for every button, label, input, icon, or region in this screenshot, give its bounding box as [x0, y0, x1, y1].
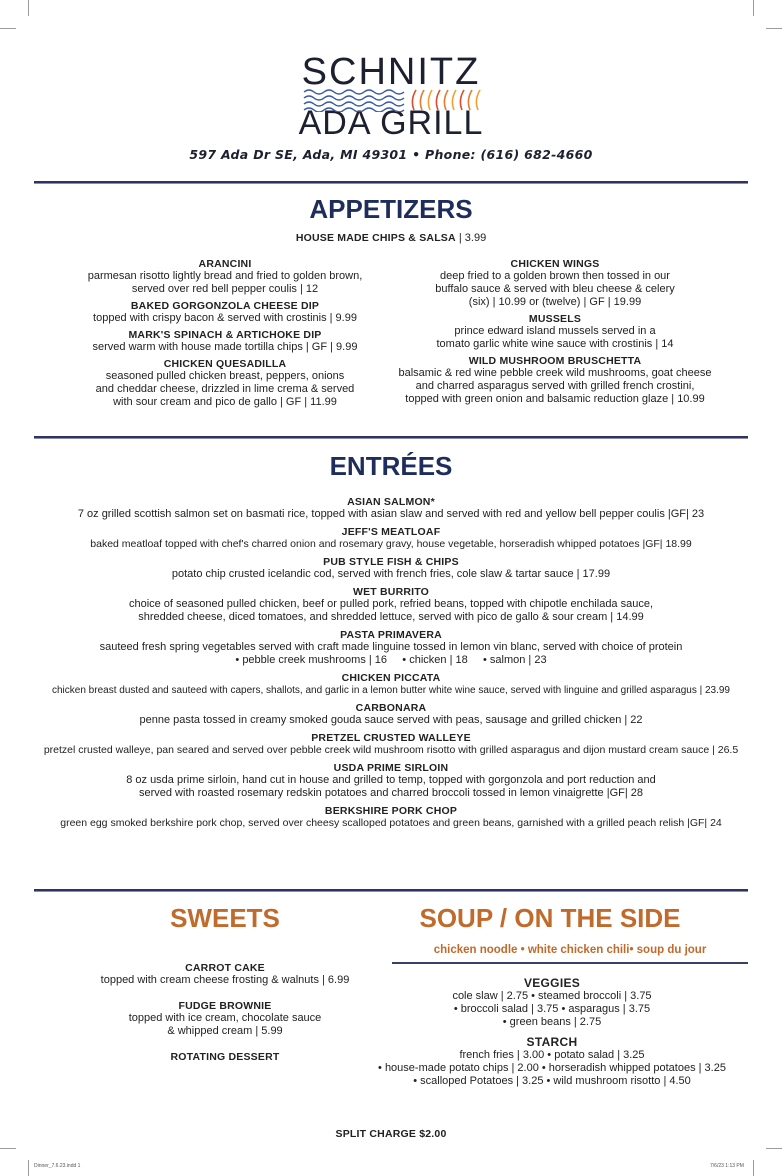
starch-line: • scalloped Potatoes | 3.25 • wild mushroom risotto | 4.50 — [413, 1075, 691, 1087]
item-name: PRETZEL CRUSTED WALLEYE — [311, 732, 471, 744]
soup-list: chicken noodle • white chicken chili• soup du jour — [433, 944, 707, 956]
item-desc: with sour cream and pico de gallo | GF | 11.99 — [113, 396, 337, 408]
entrees-list — [20, 496, 762, 835]
item-desc: 8 oz usda prime sirloin, hand cut in house and grilled to temp, topped with gorgonzola and port reduction and — [126, 774, 656, 786]
veggies-line: • green beans | 2.75 — [502, 1016, 602, 1028]
menu-item — [20, 586, 762, 624]
logo-name-line2: ADA GRILL — [298, 104, 484, 142]
menu-item — [388, 313, 722, 351]
appetizers-right-column — [388, 258, 722, 410]
item-desc: green egg smoked berkshire pork chop, served over cheesy scalloped potatoes and green beans, garnished with a grilled peach relish |GF| 24 — [60, 817, 722, 829]
crop-mark — [28, 0, 29, 16]
item-desc: sauteed fresh spring vegetables served with craft made linguine tossed in lemon vin blanc, served with choice of protein — [99, 641, 683, 653]
item-name: PUB STYLE FISH & CHIPS — [323, 556, 459, 568]
item-desc: served warm with house made tortilla chips | GF | 9.99 — [92, 341, 358, 353]
starch-line: • house-made potato chips | 2.00 • horseradish whipped potatoes | 3.25 — [378, 1062, 726, 1074]
item-name: ROTATING DESSERT — [170, 1051, 280, 1063]
featured-appetizer — [0, 232, 782, 245]
crop-mark — [753, 1160, 754, 1176]
crop-mark — [28, 1160, 29, 1176]
item-name: JEFF'S MEATLOAF — [341, 526, 441, 538]
waves-flames-icon — [302, 88, 482, 112]
item-desc: parmesan risotto lightly bread and fried to golden brown, — [87, 270, 363, 282]
section-divider — [34, 436, 748, 439]
menu-item — [60, 258, 390, 296]
menu-item — [60, 358, 390, 409]
crop-mark — [0, 28, 16, 29]
crop-mark — [753, 0, 754, 16]
item-desc: topped with green onion and balsamic reduction glaze | 10.99 — [405, 393, 705, 405]
item-desc: prince edward island mussels served in a — [454, 325, 656, 337]
item-desc: seasoned pulled chicken breast, peppers, onions — [105, 370, 345, 382]
menu-item — [60, 1000, 390, 1038]
item-desc: topped with crispy bacon & served with crostinis | 9.99 — [93, 312, 357, 324]
item-desc: served with roasted rosemary redskin potatoes and charred broccoli tossed in lemon vinaigrette |GF| 28 — [138, 787, 644, 799]
item-desc: & whipped cream | 5.99 — [167, 1025, 283, 1037]
menu-item — [388, 355, 722, 406]
crop-mark — [0, 1148, 16, 1149]
menu-item — [20, 762, 762, 800]
veggies-line: cole slaw | 2.75 • steamed broccoli | 3.75 — [452, 990, 652, 1002]
split-charge: SPLIT CHARGE $2.00 — [335, 1128, 447, 1140]
menu-item — [20, 805, 762, 830]
sweets-column — [60, 962, 390, 1063]
section-divider — [34, 889, 748, 892]
sides-column — [372, 976, 732, 1088]
menu-item — [20, 526, 762, 551]
starch-heading: STARCH — [526, 1035, 578, 1049]
menu-item — [388, 258, 722, 309]
item-name: CHICKEN WINGS — [510, 258, 600, 270]
menu-item — [60, 1051, 390, 1063]
address-phone: 597 Ada Dr SE, Ada, MI 49301 • Phone: (616) 682-4660 — [189, 147, 593, 162]
print-footer-left: Dinner_7.6.23.indd 1 — [34, 1163, 81, 1169]
item-name: ASIAN SALMON* — [347, 496, 435, 508]
menu-item — [20, 672, 762, 697]
entrees-title: ENTRÉES — [329, 451, 453, 481]
item-name: WILD MUSHROOM BRUSCHETTA — [468, 355, 642, 367]
item-name: BAKED GORGONZOLA CHEESE DIP — [130, 300, 320, 312]
appetizers-left-column — [60, 258, 390, 413]
item-name: ARANCINI — [198, 258, 252, 270]
item-desc: choice of seasoned pulled chicken, beef or pulled pork, refried beans, topped with chipotle enchilada sauce, — [128, 598, 654, 610]
item-name: HOUSE MADE CHIPS & SALSA — [295, 232, 456, 244]
menu-item — [60, 962, 390, 987]
item-desc: balsamic & red wine pebble creek wild mushrooms, goat cheese — [398, 367, 712, 379]
item-desc: potato chip crusted icelandic cod, served with french fries, cole slaw & tartar sauce | 17.99 — [171, 568, 611, 580]
menu-item — [60, 300, 390, 325]
item-desc: topped with cream cheese frosting & walnuts | 6.99 — [100, 974, 350, 986]
item-desc: 7 oz grilled scottish salmon set on basmati rice, topped with asian slaw and served with red and yellow bell pepper coulis |GF| 23 — [77, 508, 705, 520]
item-name: CHICKEN QUESADILLA — [163, 358, 287, 370]
menu-item — [20, 556, 762, 581]
print-footer-right: 7/6/23 1:13 PM — [710, 1163, 744, 1169]
item-desc: tomato garlic white wine sauce with crostinis | 14 — [436, 338, 674, 350]
item-desc: topped with ice cream, chocolate sauce — [128, 1012, 322, 1024]
item-desc: pretzel crusted walleye, pan seared and served over pebble creek wild mushroom risotto with grilled asparagus and dijon mustard cream sauce | 26.5 — [43, 744, 739, 756]
menu-item — [20, 496, 762, 521]
item-name: PASTA PRIMAVERA — [340, 629, 442, 641]
menu-item — [60, 329, 390, 354]
item-desc: served over red bell pepper coulis | 12 — [131, 283, 319, 295]
menu-item — [20, 732, 762, 757]
soup-divider — [392, 962, 748, 964]
crop-mark — [766, 1148, 782, 1149]
item-name: USDA PRIME SIRLOIN — [333, 762, 449, 774]
item-desc: chicken breast dusted and sauteed with capers, shallots, and garlic in a lemon butter white wine sauce, served with linguine and grilled asparagus | 23.99 — [52, 685, 730, 696]
starch-line: french fries | 3.00 • potato salad | 3.25 — [459, 1049, 645, 1061]
item-desc: (six) | 10.99 or (twelve) | GF | 19.99 — [468, 296, 642, 308]
menu-item — [20, 629, 762, 667]
item-name: FUDGE BROWNIE — [178, 1000, 272, 1012]
section-divider — [34, 181, 748, 184]
item-desc: • pebble creek mushrooms | 16 • chicken | 18 • salmon | 23 — [235, 654, 547, 666]
sweets-title: SWEETS — [170, 903, 280, 933]
item-name: BERKSHIRE PORK CHOP — [324, 805, 458, 817]
item-desc: baked meatloaf topped with chef's charred onion and rosemary gravy, house vegetable, horseradish whipped potatoes |GF| 18.99 — [90, 538, 692, 550]
item-name: CARBONARA — [355, 702, 427, 714]
menu-item — [20, 702, 762, 727]
item-name: MUSSELS — [528, 313, 582, 325]
item-name: CARROT CAKE — [185, 962, 265, 974]
appetizers-title: APPETIZERS — [309, 194, 473, 224]
item-desc: and cheddar cheese, drizzled in lime crema & served — [95, 383, 355, 395]
soup-side-title: SOUP / ON THE SIDE — [419, 903, 681, 933]
item-price: | 3.99 — [458, 232, 487, 244]
item-name: WET BURRITO — [352, 586, 430, 598]
item-desc: penne pasta tossed in creamy smoked gouda sauce served with peas, sausage and grilled chicken | 22 — [139, 714, 643, 726]
veggies-heading: VEGGIES — [523, 976, 581, 990]
item-desc: shredded cheese, diced tomatoes, and shredded lettuce, served with pico de gallo & sour cream | 14.99 — [138, 611, 644, 623]
item-desc: deep fried to a golden brown then tossed in our — [440, 270, 670, 282]
item-name: MARK'S SPINACH & ARTICHOKE DIP — [128, 329, 322, 341]
logo-name-line1: SCHNITZ — [301, 51, 481, 93]
veggies-line: • broccoli salad | 3.75 • asparagus | 3.75 — [453, 1003, 651, 1015]
item-desc: buffalo sauce & served with bleu cheese & celery — [435, 283, 675, 295]
item-name: CHICKEN PICCATA — [341, 672, 441, 684]
item-desc: and charred asparagus served with grilled french crostini, — [415, 380, 695, 392]
crop-mark — [766, 28, 782, 29]
